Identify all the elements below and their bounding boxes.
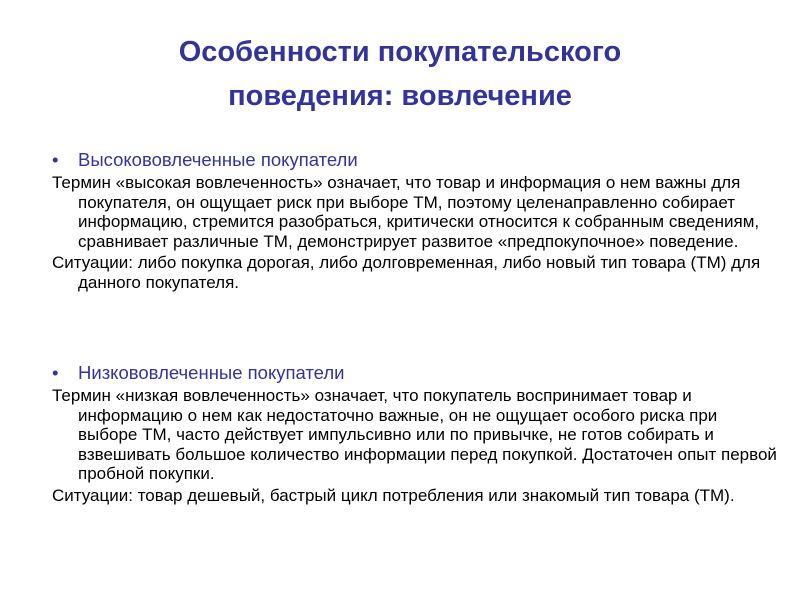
section-low-involvement <box>0 362 800 508</box>
term-paragraph-low: Термин «низкая вовлеченность» означает, что покупатель воспринимает товар и информацию о нем как недостаточно важные, он не ощущает особого риска при выборе ТМ, часто действует импульсивно или по привычке, не готов собирать и взвешивать большое количество информации перед покупкой. Достаточен опыт первой пробной покупки. <box>52 386 777 484</box>
section-high-involvement <box>0 149 800 295</box>
term-paragraph-high: Термин «высокая вовлеченность» означает, что товар и информация о нем важны для покупателя, он ощущает риск при выборе ТМ, поэтому целенаправленно собирает информацию, стремится разобраться, критически относится к собранным сведениям, сравнивает различные ТМ, демонстрирует развитое «предпокупочное» поведение. <box>52 173 760 251</box>
bullet-heading-low <box>52 362 800 384</box>
bullet-dot-icon: • <box>52 362 59 383</box>
bullet-dot-icon: • <box>52 149 59 170</box>
situations-paragraph-low: Ситуации: товар дешевый, бастрый цикл потребления или знакомый тип товара (ТМ). <box>52 485 735 505</box>
bullet-heading-high <box>52 149 800 171</box>
slide-title <box>60 30 740 118</box>
slide-title-line-2: поведения: вовлечение <box>228 80 572 112</box>
bullet-heading-text: Высокововлеченные покупатели <box>78 149 358 170</box>
bullet-heading-text: Низкововлеченные покупатели <box>78 362 345 383</box>
slide-title-line-1: Особенности покупательского <box>178 36 622 68</box>
situations-paragraph-high: Ситуации: либо покупка дорогая, либо долговременная, либо новый тип товара (ТМ) для данного покупателя. <box>52 253 761 292</box>
